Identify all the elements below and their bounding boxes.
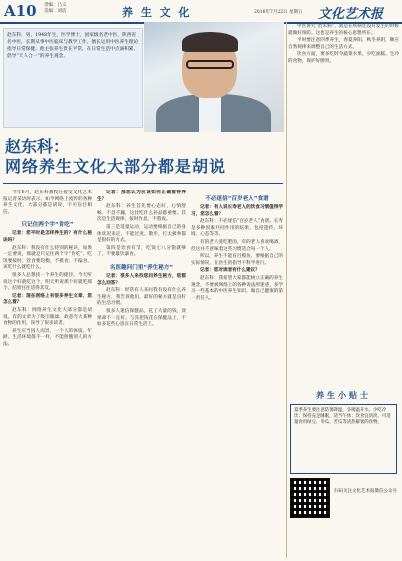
designer-line: 美编：刘洁 <box>44 8 67 14</box>
headline-name: 赵东科： <box>5 137 70 156</box>
sidebar-box-title: 养生小贴士 <box>316 391 371 400</box>
question: 记者：现在网络上有很多养生文章，您怎么看？ <box>3 293 92 306</box>
article-column-1 <box>3 190 92 558</box>
paragraph: 今年6月，赵东科教授在接受文化艺术报记者采访时表示，如今网络上流传的各种养生文化，大部分都是胡说，不可盲目相信。 <box>3 190 92 215</box>
photo-glasses <box>186 60 234 69</box>
section-title: 养 生 文 化 <box>122 6 192 19</box>
photo-hair <box>182 32 238 52</box>
article-column-2 <box>97 190 186 558</box>
editor-credits <box>44 3 67 14</box>
photo-shirt <box>199 94 221 132</box>
paragraph: 赵东科：我希望大家都能树立正确的养生观念，不要被网络上的各种说法所迷惑，多学习一些基本的中医养生知识，做自己健康的第一责任人。 <box>191 275 283 301</box>
editor-line: 责编：吕义 <box>44 3 67 8</box>
headline-rule <box>3 183 283 184</box>
page-number: A10 <box>4 2 37 20</box>
column-divider <box>286 22 287 558</box>
paragraph: 赵东科：网络养生文化大部分都是胡说。有的文章为了吸引眼球，故意夸大某种食物的作用，误导了很多读者。 <box>3 307 92 327</box>
paragraph: 中医讲究“治未病”，就是在疾病还没有发生的时候就做好预防。这也是养生的核心思想所在。 <box>288 24 399 36</box>
paragraph: 有的老人爱吃肥肉，有的老人喜欢喝酒，但这并不意味着这些习惯适合每一个人。 <box>191 239 283 252</box>
question: 记者：您平时是怎样养生的？有什么秘诀吗？ <box>3 231 92 243</box>
paragraph: 饮食方面，要多吃时令蔬菜水果，少吃油腻、生冷的食物，保护好脾胃。 <box>288 52 399 64</box>
paragraph: 第三是适量运动，运动要根据自己的身体状况来定，不能过度。散步、打太极拳都是很好的方式。 <box>97 224 186 244</box>
paragraph: 第四是饮食有节，吃饭七八分饱就够了，不要暴饮暴食。 <box>97 245 186 258</box>
paragraph: 所以，养生不能盲目模仿，要根据自己的实际情况，在医生的指导下科学进行。 <box>191 254 283 266</box>
paragraph: 很多人迷信保健品，花了大量的钱，效果却不一定好。与其把钱花在保健品上，不如多花些心思在日常生活上。 <box>97 308 186 328</box>
sidebar-box-text: 夏季养生要注意防暑降温，多喝温开水，少吃冷饮；保持充足睡眠，适当午休；饮食宜清淡，可适量食用绿豆、冬瓜、苦瓜等清热解暑的食物。 <box>290 404 397 474</box>
question: 记者：您对读者有什么建议？ <box>200 268 260 274</box>
subheading: 只记住两个字“肯吃” <box>21 222 74 229</box>
headline: 网络养生文化大部分都是胡说 <box>5 157 227 176</box>
subheading: 名医趣问门里“养生秘方” <box>109 264 174 271</box>
qr-caption: 扫码关注文化艺术报微信公众号 <box>334 489 397 494</box>
paragraph: 养生应当因人而异，一个人的体质、年龄、生活环境都不一样，不能照搬别人的方法。 <box>3 328 92 347</box>
newspaper-masthead: 文化艺术报 <box>318 7 384 22</box>
page-header <box>0 0 402 24</box>
question: 记者：很多人来找您问养生秘方，您都怎么回答？ <box>97 273 186 286</box>
paragraph: 平时要注意四季养生，春夏养阳，秋冬养阴，顺应自然规律来调整自己的生活方式。 <box>288 38 399 50</box>
question: 记者：有人说长寿老人的饮食习惯值得学习，您怎么看？ <box>191 205 283 217</box>
paragraph: 赵东科：养生首先要心态好，心情舒畅、不急不躁，这比吃什么补品都重要。其次是生活规律，按时作息，不熬夜。 <box>97 204 186 223</box>
subheading: 不必迷信“百岁老人”食谱 <box>205 196 269 202</box>
portrait-photo <box>144 22 284 132</box>
author-intro: 赵东科，男，1948年生，医学博士，国家级名老中医，陕西省名中医，长期从事中医临床与教学工作，擅长运用中医养生理论指导日常保健。他主张养生贵在平常，在日常生活中点滴积累，倡导“天人合一”的养生观念。 <box>3 28 143 128</box>
issue-date: 2016年7月22日 星期五 <box>254 10 303 15</box>
paragraph: 赵东科：不必迷信“百岁老人”食谱。长寿是多种因素共同作用的结果，包括遗传、环境、心态等等。 <box>191 219 283 238</box>
paragraph: 赵东科：经常有人来问我有没有什么养生秘方，我告诉他们，最好的秘方就是良好的生活习惯。 <box>97 288 186 307</box>
article-column-3 <box>191 190 283 558</box>
paragraph: 很多人总想找一个养生的捷径，今天听说这个好就吃这个，明天听说那个好就吃那个，结果往往适得其反。 <box>3 272 92 292</box>
paragraph: 赵东科：我没有什么特别的秘诀，如果一定要说，那就是只记住两个字“肯吃”。吃饭要按时，饮食要均衡，不挑食、不偏食，该吃什么就吃什么。 <box>3 245 92 271</box>
right-column <box>288 24 399 384</box>
question: 记者：那您认为应该如何正确看待养生？ <box>97 190 186 202</box>
qr-code-icon[interactable] <box>290 478 330 518</box>
